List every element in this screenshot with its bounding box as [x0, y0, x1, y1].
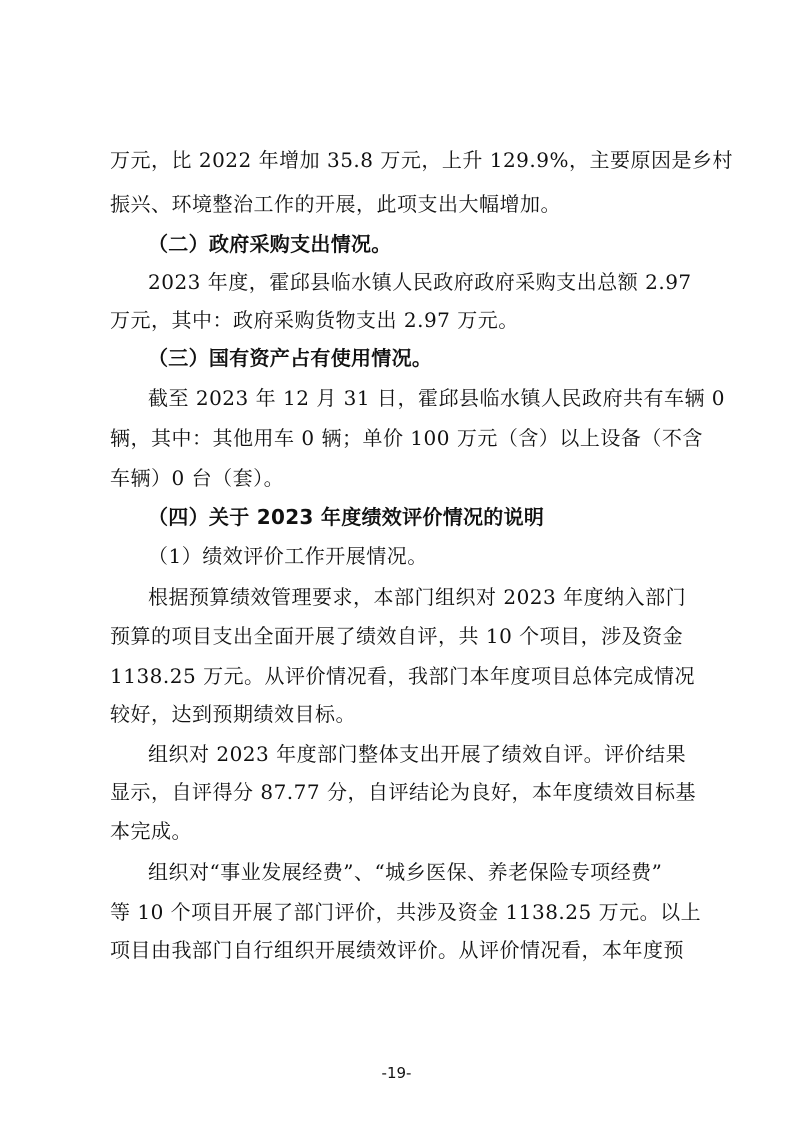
body-text-line: 预算的项目支出全面开展了绩效自评，共 10 个项目，涉及资金 [110, 624, 684, 648]
body-text-line: 万元，比 2022 年增加 35.8 万元，上升 129.9%，主要原因是乡村 [110, 148, 733, 172]
body-text-line: 较好，达到预期绩效目标。 [110, 702, 356, 726]
page-number: -19- [381, 1064, 412, 1082]
subheading-evaluation-work: （1）绩效评价工作开展情况。 [148, 544, 428, 568]
body-text-line: 组织对 2023 年度部门整体支出开展了绩效自评。评价结果 [148, 742, 687, 766]
body-text-line: 辆，其中：其他用车 0 辆；单价 100 万元（含）以上设备（不含 [110, 426, 703, 450]
body-text-line: 根据预算绩效管理要求，本部门组织对 2023 年度纳入部门 [148, 585, 687, 609]
section-heading-state-assets: （三）国有资产占有使用情况。 [148, 346, 433, 370]
body-text-line: 1138.25 万元。从评价情况看，我部门本年度项目总体完成情况 [110, 664, 696, 688]
body-text-line: 万元，其中：政府采购货物支出 2.97 万元。 [110, 308, 519, 332]
body-text-line: 本完成。 [110, 819, 192, 843]
section-heading-government-procurement: （二）政府采购支出情况。 [148, 232, 392, 256]
body-text-line: 项目由我部门自行组织开展绩效评价。从评价情况看，本年度预 [110, 938, 684, 962]
body-text-line: 振兴、环境整治工作的开展，此项支出大幅增加。 [110, 192, 561, 216]
body-text-line: 组织对“事业发展经费”、“城乡医保、养老保险专项经费” [148, 860, 663, 884]
section-heading-performance-evaluation: （四）关于 2023 年度绩效评价情况的说明 [148, 505, 545, 529]
body-text-line: 截至 2023 年 12 月 31 日，霍邱县临水镇人民政府共有车辆 0 [148, 386, 726, 410]
body-text-line: 等 10 个项目开展了部门评价，共涉及资金 1138.25 万元。以上 [110, 900, 702, 924]
body-text-line: 2023 年度，霍邱县临水镇人民政府政府采购支出总额 2.97 [148, 270, 692, 294]
body-text-line: 车辆）0 台（套）。 [110, 466, 285, 490]
body-text-line: 显示，自评得分 87.77 分，自评结论为良好，本年度绩效目标基 [110, 780, 696, 804]
